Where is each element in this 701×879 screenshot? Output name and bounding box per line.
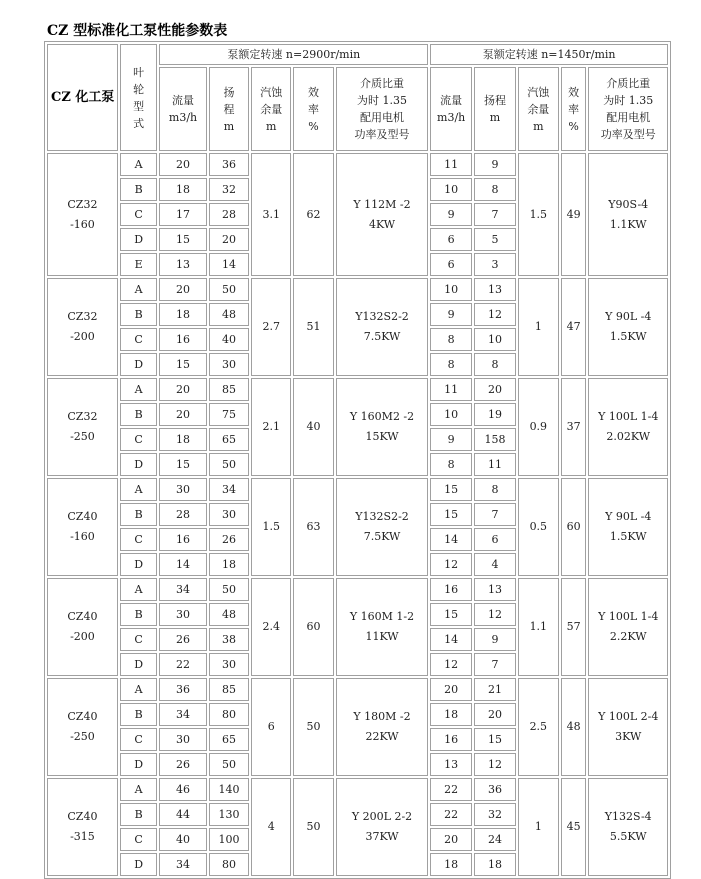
npsh-header-1450: 汽蚀 余量 m [518, 67, 559, 151]
head-2900-cell: 18 [209, 553, 250, 576]
npsh-1450-cell: 0.9 [518, 378, 559, 476]
impeller-type-cell: E [120, 253, 158, 276]
npsh-1450-cell: 1.1 [518, 578, 559, 676]
motor-1450-cell: Y132S-4 5.5KW [588, 778, 668, 876]
pump-model-cell: CZ32 -250 [47, 378, 118, 476]
npsh-2900-cell: 2.4 [251, 578, 291, 676]
head-2900-cell: 85 [209, 378, 250, 401]
head-1450-cell: 19 [474, 403, 516, 426]
head-2900-cell: 26 [209, 528, 250, 551]
head-2900-cell: 20 [209, 228, 250, 251]
head-1450-cell: 3 [474, 253, 516, 276]
impeller-type-cell: B [120, 603, 158, 626]
table-row [47, 778, 668, 801]
head-2900-cell: 75 [209, 403, 250, 426]
head-1450-cell: 158 [474, 428, 516, 451]
impeller-type-cell: B [120, 303, 158, 326]
head-1450-cell: 9 [474, 628, 516, 651]
flow-2900-cell: 15 [159, 228, 206, 251]
head-2900-cell: 14 [209, 253, 250, 276]
efficiency-2900-cell: 62 [293, 153, 334, 276]
efficiency-1450-cell: 49 [561, 153, 587, 276]
impeller-type-cell: A [120, 153, 158, 176]
head-2900-cell: 50 [209, 578, 250, 601]
head-1450-cell: 21 [474, 678, 516, 701]
flow-2900-cell: 30 [159, 478, 206, 501]
impeller-type-cell: A [120, 378, 158, 401]
flow-2900-cell: 26 [159, 753, 206, 776]
impeller-type-cell: C [120, 628, 158, 651]
impeller-type-cell: A [120, 478, 158, 501]
motor-2900-cell: Y 160M 1-2 11KW [336, 578, 428, 676]
efficiency-header-1450: 效 率 % [561, 67, 587, 151]
head-1450-cell: 24 [474, 828, 516, 851]
head-1450-cell: 12 [474, 603, 516, 626]
npsh-1450-cell: 2.5 [518, 678, 559, 776]
flow-1450-cell: 22 [430, 778, 472, 801]
table-row [47, 278, 668, 301]
motor-header-1450: 介质比重 为时 1.35 配用电机 功率及型号 [588, 67, 668, 151]
motor-1450-cell: Y 100L 1-4 2.02KW [588, 378, 668, 476]
head-1450-cell: 11 [474, 453, 516, 476]
head-2900-cell: 38 [209, 628, 250, 651]
impeller-type-cell: C [120, 428, 158, 451]
head-2900-cell: 65 [209, 428, 250, 451]
head-1450-cell: 13 [474, 578, 516, 601]
impeller-type-cell: D [120, 753, 158, 776]
head-2900-cell: 48 [209, 603, 250, 626]
impeller-type-cell: D [120, 553, 158, 576]
flow-1450-cell: 10 [430, 178, 472, 201]
npsh-1450-cell: 0.5 [518, 478, 559, 576]
flow-2900-cell: 34 [159, 703, 206, 726]
impeller-type-cell: D [120, 653, 158, 676]
head-2900-cell: 30 [209, 503, 250, 526]
flow-2900-cell: 40 [159, 828, 206, 851]
motor-1450-cell: Y 100L 1-4 2.2KW [588, 578, 668, 676]
head-1450-cell: 8 [474, 178, 516, 201]
pump-performance-table [44, 41, 671, 879]
motor-2900-cell: Y132S2-2 7.5KW [336, 278, 428, 376]
motor-1450-cell: Y 100L 2-4 3KW [588, 678, 668, 776]
motor-2900-cell: Y 180M -2 22KW [336, 678, 428, 776]
npsh-1450-cell: 1 [518, 778, 559, 876]
speed-2900-header: 泵额定转速 n=2900r/min [159, 44, 428, 65]
flow-1450-cell: 18 [430, 853, 472, 876]
impeller-type-cell: B [120, 503, 158, 526]
head-1450-cell: 6 [474, 528, 516, 551]
head-1450-cell: 10 [474, 328, 516, 351]
impeller-type-cell: B [120, 703, 158, 726]
impeller-type-cell: B [120, 403, 158, 426]
speed-1450-header: 泵额定转速 n=1450r/min [430, 44, 668, 65]
flow-1450-cell: 8 [430, 353, 472, 376]
flow-2900-cell: 28 [159, 503, 206, 526]
flow-2900-cell: 34 [159, 578, 206, 601]
npsh-2900-cell: 1.5 [251, 478, 291, 576]
table-row [47, 153, 668, 176]
pump-model-cell: CZ40 -250 [47, 678, 118, 776]
head-2900-cell: 100 [209, 828, 250, 851]
head-1450-cell: 7 [474, 653, 516, 676]
head-1450-cell: 36 [474, 778, 516, 801]
flow-1450-cell: 20 [430, 828, 472, 851]
impeller-type-cell: C [120, 203, 158, 226]
efficiency-1450-cell: 47 [561, 278, 587, 376]
flow-1450-cell: 10 [430, 278, 472, 301]
pump-series-header: CZ 化工泵 [47, 44, 118, 151]
head-1450-cell: 7 [474, 503, 516, 526]
impeller-type-cell: B [120, 803, 158, 826]
head-2900-cell: 32 [209, 178, 250, 201]
flow-2900-cell: 14 [159, 553, 206, 576]
head-2900-cell: 50 [209, 453, 250, 476]
head-2900-cell: 30 [209, 353, 250, 376]
head-2900-cell: 50 [209, 278, 250, 301]
impeller-type-cell: B [120, 178, 158, 201]
efficiency-2900-cell: 51 [293, 278, 334, 376]
flow-2900-cell: 44 [159, 803, 206, 826]
flow-2900-cell: 30 [159, 603, 206, 626]
efficiency-1450-cell: 60 [561, 478, 587, 576]
flow-1450-cell: 6 [430, 253, 472, 276]
impeller-type-cell: C [120, 828, 158, 851]
flow-1450-cell: 16 [430, 578, 472, 601]
flow-2900-cell: 20 [159, 278, 206, 301]
motor-1450-cell: Y 90L -4 1.5KW [588, 278, 668, 376]
flow-1450-cell: 18 [430, 703, 472, 726]
motor-1450-cell: Y90S-4 1.1KW [588, 153, 668, 276]
head-2900-cell: 28 [209, 203, 250, 226]
npsh-1450-cell: 1.5 [518, 153, 559, 276]
flow-2900-cell: 20 [159, 153, 206, 176]
npsh-2900-cell: 3.1 [251, 153, 291, 276]
head-2900-cell: 50 [209, 753, 250, 776]
impeller-type-header: 叶 轮 型 式 [120, 44, 158, 151]
flow-2900-cell: 34 [159, 853, 206, 876]
flow-2900-cell: 36 [159, 678, 206, 701]
flow-1450-cell: 16 [430, 728, 472, 751]
impeller-type-cell: D [120, 453, 158, 476]
head-1450-cell: 20 [474, 703, 516, 726]
efficiency-1450-cell: 37 [561, 378, 587, 476]
motor-2900-cell: Y 160M2 -2 15KW [336, 378, 428, 476]
head-2900-cell: 65 [209, 728, 250, 751]
head-1450-cell: 8 [474, 353, 516, 376]
flow-2900-cell: 20 [159, 403, 206, 426]
npsh-2900-cell: 2.1 [251, 378, 291, 476]
pump-model-cell: CZ32 -160 [47, 153, 118, 276]
head-1450-cell: 4 [474, 553, 516, 576]
motor-1450-cell: Y 90L -4 1.5KW [588, 478, 668, 576]
flow-1450-cell: 12 [430, 653, 472, 676]
npsh-2900-cell: 6 [251, 678, 291, 776]
flow-1450-cell: 20 [430, 678, 472, 701]
flow-1450-cell: 8 [430, 453, 472, 476]
flow-1450-cell: 12 [430, 553, 472, 576]
flow-1450-cell: 15 [430, 503, 472, 526]
impeller-type-cell: A [120, 278, 158, 301]
efficiency-2900-cell: 63 [293, 478, 334, 576]
impeller-type-cell: C [120, 528, 158, 551]
impeller-type-cell: D [120, 353, 158, 376]
head-1450-cell: 5 [474, 228, 516, 251]
flow-2900-cell: 30 [159, 728, 206, 751]
flow-header-2900: 流量 m3/h [159, 67, 206, 151]
flow-1450-cell: 9 [430, 303, 472, 326]
motor-header-2900: 介质比重 为时 1.35 配用电机 功率及型号 [336, 67, 428, 151]
flow-2900-cell: 15 [159, 453, 206, 476]
flow-1450-cell: 15 [430, 478, 472, 501]
head-2900-cell: 36 [209, 153, 250, 176]
impeller-type-cell: A [120, 578, 158, 601]
flow-2900-cell: 18 [159, 303, 206, 326]
npsh-header-2900: 汽蚀 余量 m [251, 67, 291, 151]
head-1450-cell: 12 [474, 753, 516, 776]
flow-1450-cell: 10 [430, 403, 472, 426]
head-1450-cell: 18 [474, 853, 516, 876]
head-2900-cell: 80 [209, 853, 250, 876]
efficiency-1450-cell: 45 [561, 778, 587, 876]
pump-model-cell: CZ32 -200 [47, 278, 118, 376]
impeller-type-cell: C [120, 728, 158, 751]
motor-2900-cell: Y132S2-2 7.5KW [336, 478, 428, 576]
flow-2900-cell: 22 [159, 653, 206, 676]
flow-1450-cell: 9 [430, 203, 472, 226]
head-1450-cell: 15 [474, 728, 516, 751]
head-2900-cell: 140 [209, 778, 250, 801]
motor-2900-cell: Y 200L 2-2 37KW [336, 778, 428, 876]
flow-2900-cell: 26 [159, 628, 206, 651]
head-1450-cell: 20 [474, 378, 516, 401]
flow-2900-cell: 20 [159, 378, 206, 401]
pump-model-cell: CZ40 -160 [47, 478, 118, 576]
efficiency-2900-cell: 60 [293, 578, 334, 676]
head-header-2900: 扬 程 m [209, 67, 250, 151]
head-2900-cell: 80 [209, 703, 250, 726]
table-row [47, 578, 668, 601]
flow-2900-cell: 18 [159, 178, 206, 201]
head-1450-cell: 9 [474, 153, 516, 176]
flow-2900-cell: 18 [159, 428, 206, 451]
impeller-type-cell: D [120, 853, 158, 876]
flow-1450-cell: 9 [430, 428, 472, 451]
impeller-type-cell: D [120, 228, 158, 251]
impeller-type-cell: A [120, 778, 158, 801]
flow-2900-cell: 16 [159, 328, 206, 351]
page-title: CZ 型标准化工泵性能参数表 [47, 23, 228, 39]
flow-2900-cell: 46 [159, 778, 206, 801]
flow-1450-cell: 22 [430, 803, 472, 826]
head-header-1450: 扬程 m [474, 67, 516, 151]
flow-header-1450: 流量 m3/h [430, 67, 472, 151]
efficiency-2900-cell: 50 [293, 778, 334, 876]
flow-2900-cell: 17 [159, 203, 206, 226]
efficiency-2900-cell: 50 [293, 678, 334, 776]
head-2900-cell: 85 [209, 678, 250, 701]
flow-1450-cell: 13 [430, 753, 472, 776]
flow-2900-cell: 13 [159, 253, 206, 276]
head-2900-cell: 30 [209, 653, 250, 676]
head-1450-cell: 7 [474, 203, 516, 226]
head-2900-cell: 40 [209, 328, 250, 351]
head-2900-cell: 130 [209, 803, 250, 826]
impeller-type-cell: A [120, 678, 158, 701]
flow-1450-cell: 6 [430, 228, 472, 251]
table-row [47, 378, 668, 401]
head-1450-cell: 13 [474, 278, 516, 301]
efficiency-1450-cell: 57 [561, 578, 587, 676]
head-1450-cell: 32 [474, 803, 516, 826]
npsh-2900-cell: 2.7 [251, 278, 291, 376]
flow-1450-cell: 11 [430, 153, 472, 176]
impeller-type-cell: C [120, 328, 158, 351]
head-2900-cell: 34 [209, 478, 250, 501]
npsh-1450-cell: 1 [518, 278, 559, 376]
head-2900-cell: 48 [209, 303, 250, 326]
efficiency-1450-cell: 48 [561, 678, 587, 776]
flow-1450-cell: 8 [430, 328, 472, 351]
pump-model-cell: CZ40 -315 [47, 778, 118, 876]
flow-1450-cell: 11 [430, 378, 472, 401]
npsh-2900-cell: 4 [251, 778, 291, 876]
head-1450-cell: 8 [474, 478, 516, 501]
efficiency-header-2900: 效 率 % [293, 67, 334, 151]
flow-2900-cell: 15 [159, 353, 206, 376]
flow-2900-cell: 16 [159, 528, 206, 551]
head-1450-cell: 12 [474, 303, 516, 326]
motor-2900-cell: Y 112M -2 4KW [336, 153, 428, 276]
table-row [47, 478, 668, 501]
flow-1450-cell: 14 [430, 628, 472, 651]
flow-1450-cell: 14 [430, 528, 472, 551]
table-row [47, 678, 668, 701]
flow-1450-cell: 15 [430, 603, 472, 626]
table-body [47, 153, 668, 876]
efficiency-2900-cell: 40 [293, 378, 334, 476]
pump-model-cell: CZ40 -200 [47, 578, 118, 676]
